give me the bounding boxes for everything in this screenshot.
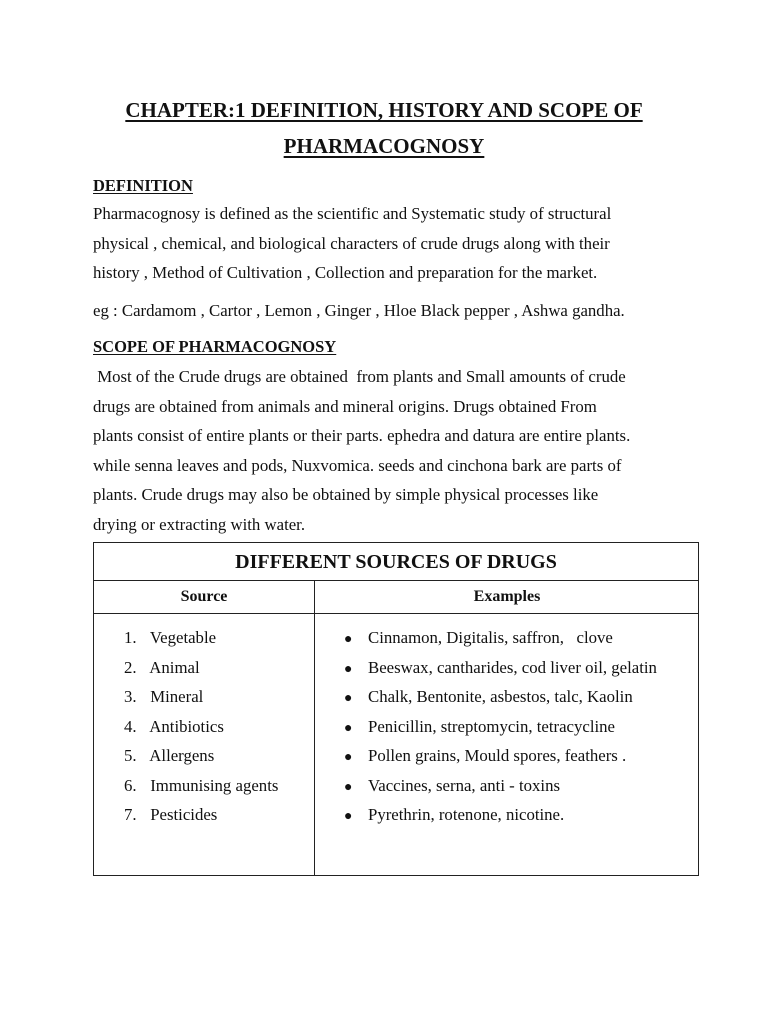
- source-number: 2.: [124, 657, 137, 677]
- example-line: eg : Cardamom , Cartor , Lemon , Ginger , Hloe Black pepper , Ashwa gandha.: [93, 301, 625, 320]
- source-item: [124, 653, 278, 683]
- title-line-1: CHAPTER:1 DEFINITION, HISTORY AND SCOPE OF: [125, 98, 643, 122]
- example-text: Vaccines, serna, anti - toxins: [368, 775, 560, 795]
- example-item: [344, 623, 657, 653]
- source-number: 1.: [124, 628, 137, 647]
- source-label: Antibiotics: [149, 716, 224, 736]
- source-number: 5.: [124, 746, 137, 765]
- source-number: 7.: [124, 805, 137, 824]
- source-item: [124, 741, 278, 771]
- bullet-icon: ●: [344, 750, 353, 765]
- bullet-icon: ●: [344, 661, 353, 677]
- source-label: Immunising agents: [150, 775, 279, 795]
- bullet-icon: ●: [344, 691, 353, 706]
- definition-line: physical , chemical, and biological characters of crude drugs along with their: [93, 233, 610, 253]
- source-list: [124, 623, 278, 830]
- example-item: [344, 712, 657, 742]
- source-item: [124, 623, 278, 653]
- example-text: Penicillin, streptomycin, tetracycline: [368, 716, 615, 736]
- examples-list: [344, 623, 657, 830]
- example-item: [344, 682, 657, 712]
- source-label: Allergens: [149, 746, 215, 765]
- source-item: [124, 771, 278, 801]
- definition-line: Pharmacognosy is defined as the scientific and Systematic study of structural: [93, 204, 612, 223]
- page-title: [60, 92, 708, 164]
- source-number: 3.: [124, 687, 137, 706]
- source-number: 6.: [124, 775, 137, 795]
- scope-line: Most of the Crude drugs are obtained from plants and Small amounts of crude: [93, 367, 626, 386]
- example-text: Chalk, Bentonite, asbestos, talc, Kaolin: [368, 687, 633, 706]
- title-line-2: PHARMACOGNOSY: [283, 134, 485, 158]
- scope-heading: SCOPE OF PHARMACOGNOSY: [93, 337, 337, 356]
- definition-line: history , Method of Cultivation , Collection and preparation for the market.: [93, 263, 598, 282]
- example-text: Pollen grains, Mould spores, feathers .: [368, 746, 627, 765]
- scope-line: drugs are obtained from animals and mineral origins. Drugs obtained From: [93, 396, 597, 416]
- source-item: [124, 682, 278, 712]
- bullet-icon: ●: [344, 632, 353, 647]
- source-item: [124, 800, 278, 830]
- source-label: Pesticides: [150, 805, 218, 824]
- example-text: Pyrethrin, rotenone, nicotine.: [368, 805, 565, 824]
- sources-table: [93, 542, 699, 876]
- source-label: Mineral: [150, 687, 204, 706]
- table-title: DIFFERENT SOURCES OF DRUGS: [94, 543, 698, 581]
- scope-line: drying or extracting with water.: [93, 514, 306, 534]
- definition-example: [93, 296, 693, 326]
- example-item: [344, 653, 657, 683]
- bullet-icon: ●: [344, 720, 353, 736]
- table-header-row: [94, 581, 698, 614]
- examples-column-header: Examples: [473, 588, 541, 605]
- source-column-header: Source: [180, 588, 228, 605]
- scope-line: plants consist of entire plants or their parts. ephedra and datura are entire plants.: [93, 426, 631, 445]
- source-label: Animal: [149, 657, 200, 677]
- source-item: [124, 712, 278, 742]
- example-text: Beeswax, cantharides, cod liver oil, gelatin: [368, 657, 657, 677]
- source-number: 4.: [124, 716, 137, 736]
- example-item: [344, 771, 657, 801]
- example-item: [344, 800, 657, 830]
- definition-paragraph: [93, 199, 693, 288]
- scope-line: plants. Crude drugs may also be obtained by simple physical processes like: [93, 485, 599, 504]
- example-text: Cinnamon, Digitalis, saffron, clove: [368, 628, 613, 647]
- definition-heading: DEFINITION: [93, 176, 193, 195]
- bullet-icon: ●: [344, 809, 353, 824]
- bullet-icon: ●: [344, 779, 353, 795]
- column-divider: [314, 581, 315, 875]
- example-item: [344, 741, 657, 771]
- scope-paragraph: [93, 362, 693, 539]
- scope-line: while senna leaves and pods, Nuxvomica. seeds and cinchona bark are parts of: [93, 455, 622, 475]
- source-label: Vegetable: [149, 628, 217, 647]
